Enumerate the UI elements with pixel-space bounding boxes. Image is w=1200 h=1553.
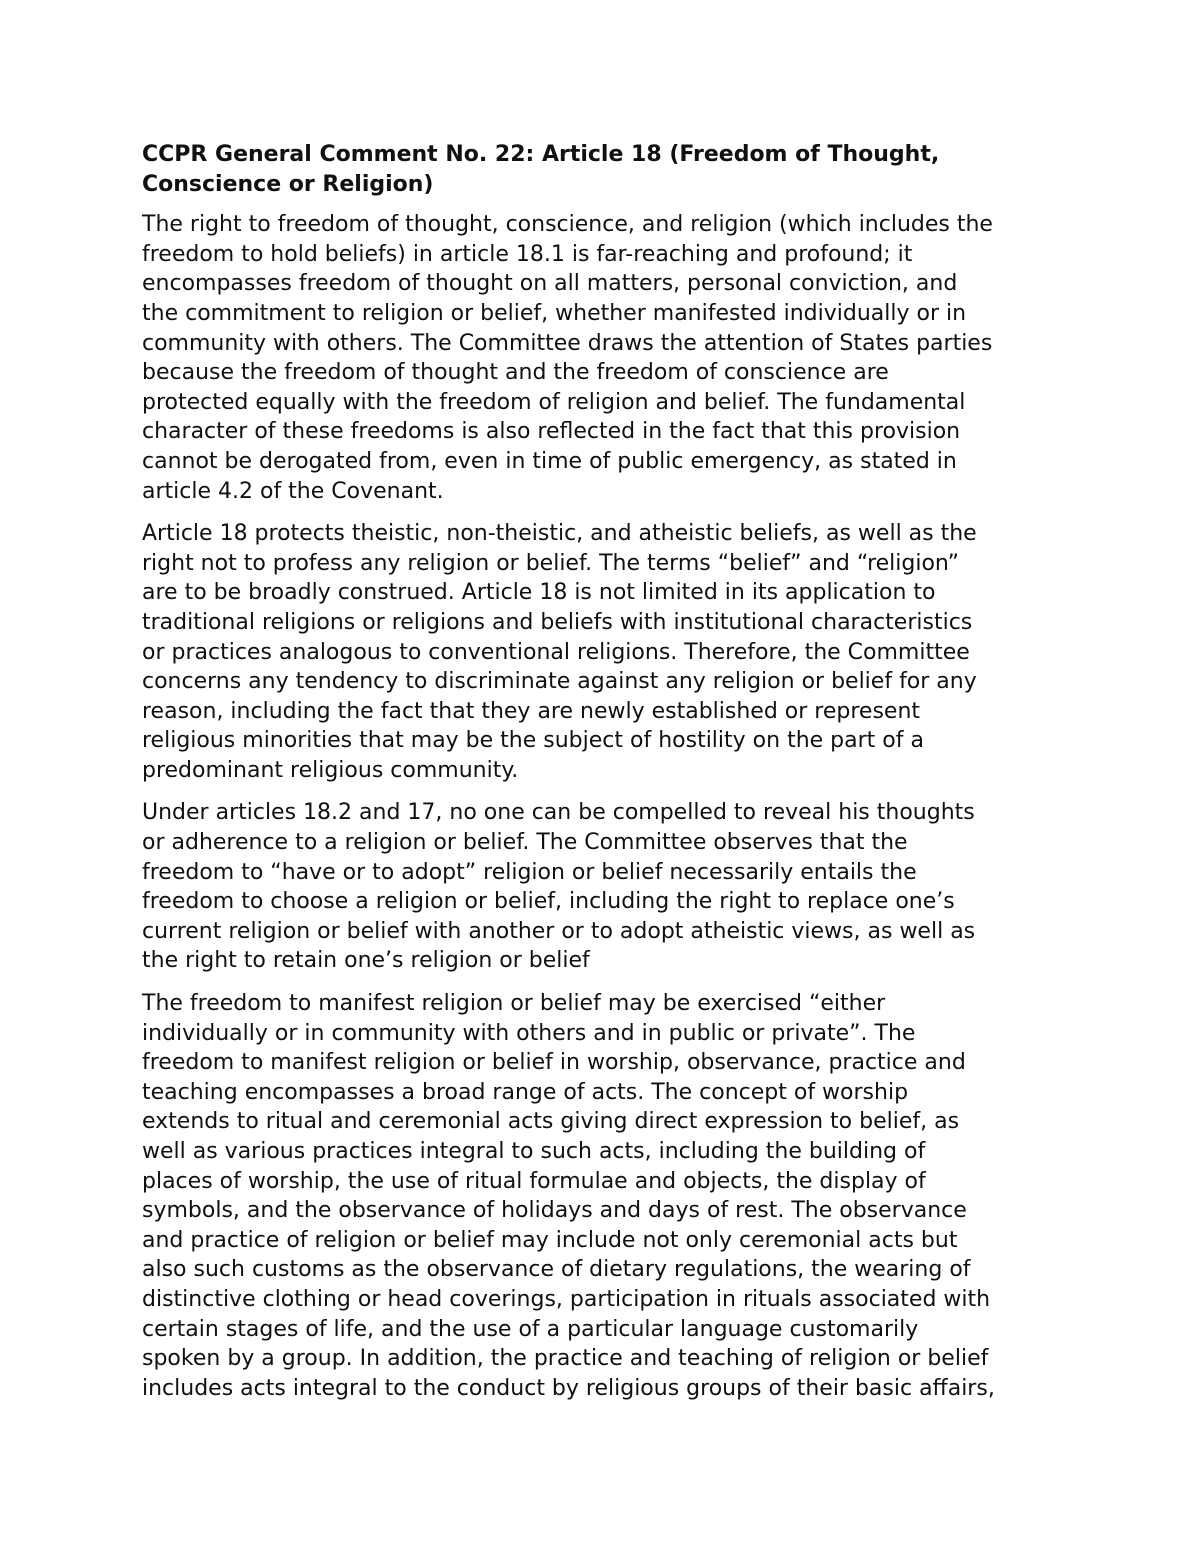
text-line: extends to ritual and ceremonial acts giving direct expression to belief, as xyxy=(142,1109,960,1135)
text-line: religious minorities that may be the subject of hostility on the part of a xyxy=(142,728,924,754)
text-line: The right to freedom of thought, conscience, and religion (which includes the xyxy=(142,212,993,238)
text-line: cannot be derogated from, even in time of public emergency, as stated in xyxy=(142,448,957,474)
text-line: freedom to choose a religion or belief, including the right to replace one’s xyxy=(142,889,955,915)
text-line: also such customs as the observance of dietary regulations, the wearing of xyxy=(142,1257,971,1283)
text-line: predominant religious community. xyxy=(142,757,519,783)
text-line: distinctive clothing or head coverings, participation in rituals associated with xyxy=(142,1286,991,1312)
text-line: are to be broadly construed. Article 18 is not limited in its application to xyxy=(142,580,936,606)
text-line: teaching encompasses a broad range of acts. The concept of worship xyxy=(142,1079,909,1105)
text-line: freedom to manifest religion or belief in worship, observance, practice and xyxy=(142,1050,966,1076)
text-line: or adherence to a religion or belief. The Committee observes that the xyxy=(142,830,908,856)
text-line: The freedom to manifest religion or belief may be exercised “either xyxy=(142,991,886,1017)
text-line: spoken by a group. In addition, the practice and teaching of religion or belief xyxy=(142,1346,989,1372)
text-line: traditional religions or religions and beliefs with institutional characteristics xyxy=(142,609,973,635)
text-line: freedom to “have or to adopt” religion or belief necessarily entails the xyxy=(142,859,917,885)
text-line: Under articles 18.2 and 17, no one can be compelled to reveal his thoughts xyxy=(142,800,975,826)
document-title xyxy=(142,140,1072,199)
text-line: places of worship, the use of ritual formulae and objects, the display of xyxy=(142,1168,926,1194)
text-line: current religion or belief with another or to adopt atheistic views, as well as xyxy=(142,918,976,944)
text-line: because the freedom of thought and the freedom of conscience are xyxy=(142,360,889,386)
text-line: concerns any tendency to discriminate against any religion or belief for any xyxy=(142,669,977,695)
text-line: Article 18 protects theistic, non-theistic, and atheistic beliefs, as well as the xyxy=(142,521,977,547)
text-line: well as various practices integral to such acts, including the building of xyxy=(142,1139,926,1164)
text-line: character of these freedoms is also reflected in the fact that this provision xyxy=(142,419,961,445)
text-line: article 4.2 of the Covenant. xyxy=(142,478,444,504)
text-line: freedom to hold beliefs) in article 18.1 is far-reaching and profound; it xyxy=(142,241,913,267)
text-line: protected equally with the freedom of religion and belief. The fundamental xyxy=(142,389,966,415)
title-line: Conscience or Religion) xyxy=(142,171,434,197)
title-line: CCPR General Comment No. 22: Article 18 (Freedom of Thought, xyxy=(142,142,940,167)
paragraph-2 xyxy=(142,519,1072,785)
paragraph-3 xyxy=(142,798,1072,976)
text-line: the commitment to religion or belief, whether manifested individually or in xyxy=(142,300,967,326)
text-line: individually or in community with others and in public or private”. The xyxy=(142,1020,916,1046)
text-line: reason, including the fact that they are newly established or represent xyxy=(142,698,921,724)
document-body xyxy=(142,140,1072,1416)
text-line: and practice of religion or belief may include not only ceremonial acts but xyxy=(142,1227,958,1253)
text-line: right not to profess any religion or belief. The terms “belief” and “religion” xyxy=(142,550,960,576)
text-line: the right to retain one’s religion or belief xyxy=(142,948,590,974)
paragraph-4 xyxy=(142,989,1072,1403)
text-line: or practices analogous to conventional religions. Therefore, the Committee xyxy=(142,639,970,665)
paragraph-1 xyxy=(142,210,1072,506)
text-line: community with others. The Committee draws the attention of States parties xyxy=(142,330,993,356)
text-line: symbols, and the observance of holidays and days of rest. The observance xyxy=(142,1198,967,1224)
text-line: certain stages of life, and the use of a particular language customarily xyxy=(142,1316,919,1342)
text-line: encompasses freedom of thought on all matters, personal conviction, and xyxy=(142,271,958,297)
text-line: includes acts integral to the conduct by religious groups of their basic affairs, xyxy=(142,1375,995,1401)
